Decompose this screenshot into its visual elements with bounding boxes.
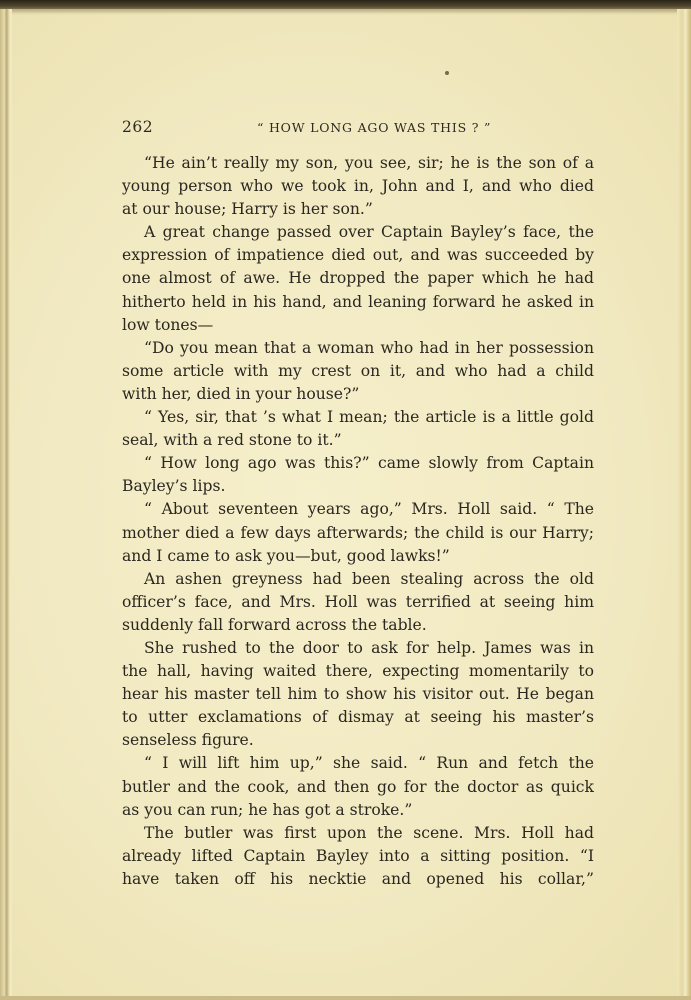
text-line: senseless figure. [122,731,254,750]
page-number: 262 [122,118,154,136]
text-line: “ I will lift him up,” she said. “ Run and fetch the [144,754,594,773]
text-line: The butler was first upon the scene. Mrs. Holl had [144,823,594,842]
text-line: hear his master tell him to show his visitor out. He began [122,685,594,704]
text-line: expression of impatience died out, and was succeeded by [122,246,594,265]
text-line: “ About seventeen years ago,” Mrs. Holl said. “ The [144,500,594,519]
text-line: with her, died in your house?” [122,384,360,403]
text-line: have taken off his necktie and opened his collar,” [122,869,594,888]
text-line: “Do you mean that a woman who had in her possession [144,338,594,357]
text-line: An ashen greyness had been stealing across the old [144,569,594,588]
paper-speck [445,71,449,75]
text-line: hitherto held in his hand, and leaning forward he asked in [122,292,594,311]
text-line: already lifted Captain Bayley into a sitting position. “I [122,846,594,865]
page-left-edge [0,9,12,1000]
text-line: and I came to ask you—but, good lawks!” [122,546,450,565]
text-line: officer’s face, and Mrs. Holl was terrified at seeing him [122,592,594,611]
text-line: as you can run; he has got a stroke.” [122,800,413,819]
text-line: at our house; Harry is her son.” [122,200,373,219]
page-bottom-edge [0,996,691,1000]
page-right-edge [677,9,691,1000]
running-title: “ HOW LONG AGO WAS THIS ? ” [257,120,492,135]
text-line: butler and the cook, and then go for the doctor as quick [122,777,594,796]
page-header [122,118,594,138]
text-line: some article with my crest on it, and who had a child [122,361,594,380]
text-line: the hall, having waited there, expecting momentarily to [122,662,594,681]
text-line: mother died a few days afterwards; the child is our Harry; [122,523,594,542]
text-line: “ How long ago was this?” came slowly from Captain [144,454,594,473]
text-line: low tones— [122,315,214,334]
text-line: young person who we took in, John and I, and who died [122,177,594,196]
text-line: She rushed to the door to ask for help. James was in [144,638,594,657]
text-line: A great change passed over Captain Bayley’s face, the [144,223,594,242]
text-line: seal, with a red stone to it.” [122,431,342,450]
text-line: one almost of awe. He dropped the paper which he had [122,269,594,288]
text-line: to utter exclamations of dismay at seeing his master’s [122,708,594,727]
text-line: “He ain’t really my son, you see, sir; he is the son of a [144,154,594,172]
text-line: suddenly fall forward across the table. [122,615,427,634]
text-line: Bayley’s lips. [122,477,226,496]
body-text [122,152,594,891]
text-line: “ Yes, sir, that ’s what I mean; the article is a little gold [144,408,594,427]
